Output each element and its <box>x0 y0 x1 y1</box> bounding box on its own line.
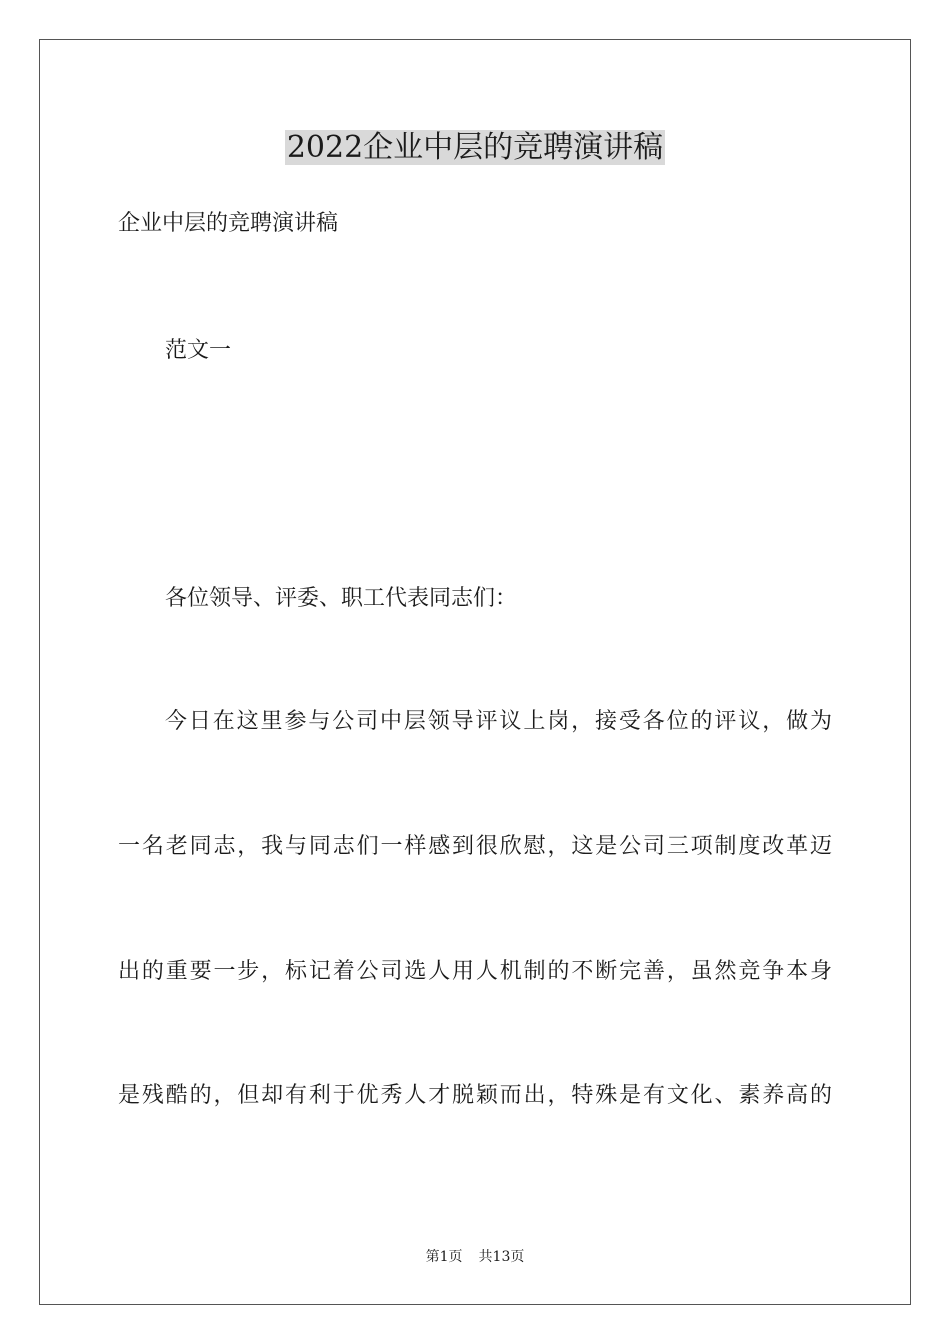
page-footer <box>0 1248 950 1266</box>
salutation: 各位领导、评委、职工代表同志们： <box>165 586 518 611</box>
page-number: 第1页 <box>425 1249 463 1265</box>
page-total: 共13页 <box>478 1249 525 1265</box>
paragraph-line: 今日在这里参与公司中层领导评议上岗，接受各位的评议，做为 <box>165 709 832 734</box>
document-title-text: 2022企业中层的竞聘演讲稿 <box>286 130 664 165</box>
paragraph-line: 是残酷的，但却有利于优秀人才脱颖而出，特殊是有文化、素养高的 <box>118 1083 832 1108</box>
section-label: 范文一 <box>165 338 232 363</box>
paragraph-line: 一名老同志，我与同志们一样感到很欣慰，这是公司三项制度改革迈 <box>118 834 832 859</box>
document-subtitle: 企业中层的竞聘演讲稿 <box>118 211 339 236</box>
paragraph-line: 出的重要一步，标记着公司选人用人机制的不断完善，虽然竞争本身 <box>118 959 832 984</box>
document-title <box>0 128 950 168</box>
